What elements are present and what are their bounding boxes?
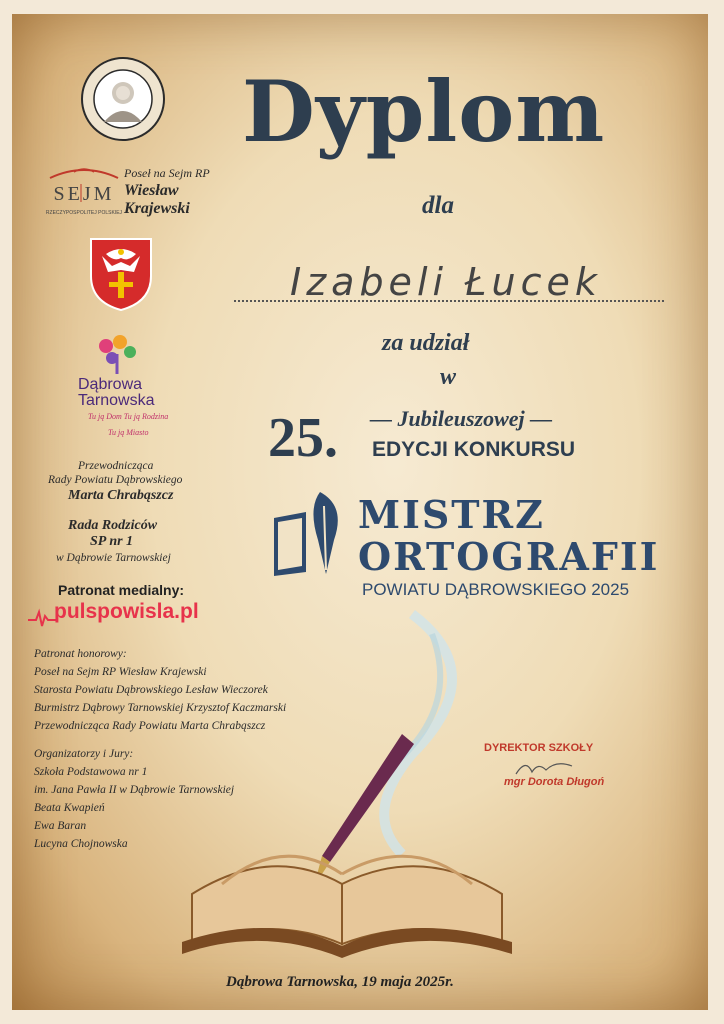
for-label: dla: [422, 192, 454, 219]
sejm-logo: [44, 164, 124, 223]
signature-icon: [512, 756, 582, 785]
media-name: pulspowisla.pl: [54, 600, 199, 623]
org-item: Lucyna Chojnowska: [34, 838, 128, 850]
dabrowa-line2: Tarnowska: [78, 392, 155, 409]
sejm-sub: RZECZYPOSPOLITEJ POLSKIEJ: [45, 210, 123, 216]
chair-role1: Przewodnicząca: [78, 460, 154, 472]
posel-first: Wiesław: [124, 182, 179, 199]
recipient-name: Izabeli Łucek: [290, 260, 602, 304]
dabrowa-slogan2: Tu ją Miasto: [108, 428, 149, 437]
edition-number: 25.: [268, 407, 338, 469]
diploma-title: Dyplom: [242, 62, 606, 161]
participation-label: za udział: [382, 330, 470, 356]
honor-item: Przewodnicząca Rady Powiatu Marta Chrabąszcz: [34, 720, 266, 732]
parents3: w Dąbrowie Tarnowskiej: [56, 552, 171, 564]
chair-name: Marta Chrabąszcz: [68, 488, 174, 503]
parents2: SP nr 1: [90, 534, 134, 549]
chair-role2: Rady Powiatu Dąbrowskiego: [48, 474, 183, 486]
edition-text: EDYCJI KONKURSU: [372, 438, 576, 461]
open-book-pen-illustration: [162, 594, 542, 969]
org-item: im. Jana Pawła II w Dąbrowie Tarnowskiej: [34, 784, 235, 796]
dabrowa-tarnowska-logo: [92, 332, 142, 381]
sejm-word: SEJM: [53, 183, 115, 205]
jubilee-label: — Jubileuszowej —: [370, 406, 553, 431]
honor-item: Poseł na Sejm RP Wiesław Krajewski: [34, 666, 207, 678]
name-dotted-line: [234, 300, 664, 302]
honor-item: Burmistrz Dąbrowy Tarnowskiej Krzysztof Kaczmarski: [34, 702, 287, 714]
posel-last: Krajewski: [124, 200, 190, 217]
contest-line3: POWIATU DĄBROWSKIEGO 2025: [362, 580, 630, 599]
school-seal-logo: [80, 56, 166, 142]
place-date: Dąbrowa Tarnowska, 19 maja 2025r.: [226, 974, 454, 990]
director-stamp-title: DYREKTOR SZKOŁY: [484, 742, 594, 754]
contest-line2: ORTOGRAFII: [358, 534, 660, 579]
media-label: Patronat medialny:: [58, 582, 185, 598]
director-stamp-name: mgr Dorota Długoń: [504, 776, 605, 788]
book-quill-icon: [268, 488, 358, 585]
org-item: Beata Kwapień: [34, 802, 105, 814]
dabrowa-slogan1: Tu ją Dom Tu ją Rodzina: [88, 412, 169, 421]
coat-of-arms-logo: [88, 236, 154, 317]
org-item: Szkoła Podstawowa nr 1: [34, 766, 148, 778]
org-label: Organizatorzy i Jury:: [34, 748, 134, 760]
in-label: w: [440, 364, 457, 390]
honor-label: Patronat honorowy:: [34, 648, 127, 660]
diploma-page: [12, 14, 708, 1010]
contest-line1: MISTRZ: [358, 492, 545, 537]
dabrowa-line1: Dąbrowa: [78, 376, 143, 393]
posel-role: Poseł na Sejm RP: [124, 166, 210, 180]
org-item: Ewa Baran: [34, 820, 87, 832]
pulse-icon: [28, 608, 56, 633]
honor-item: Starosta Powiatu Dąbrowskiego Lesław Wieczorek: [34, 684, 268, 696]
parents1: Rada Rodziców: [68, 518, 158, 533]
